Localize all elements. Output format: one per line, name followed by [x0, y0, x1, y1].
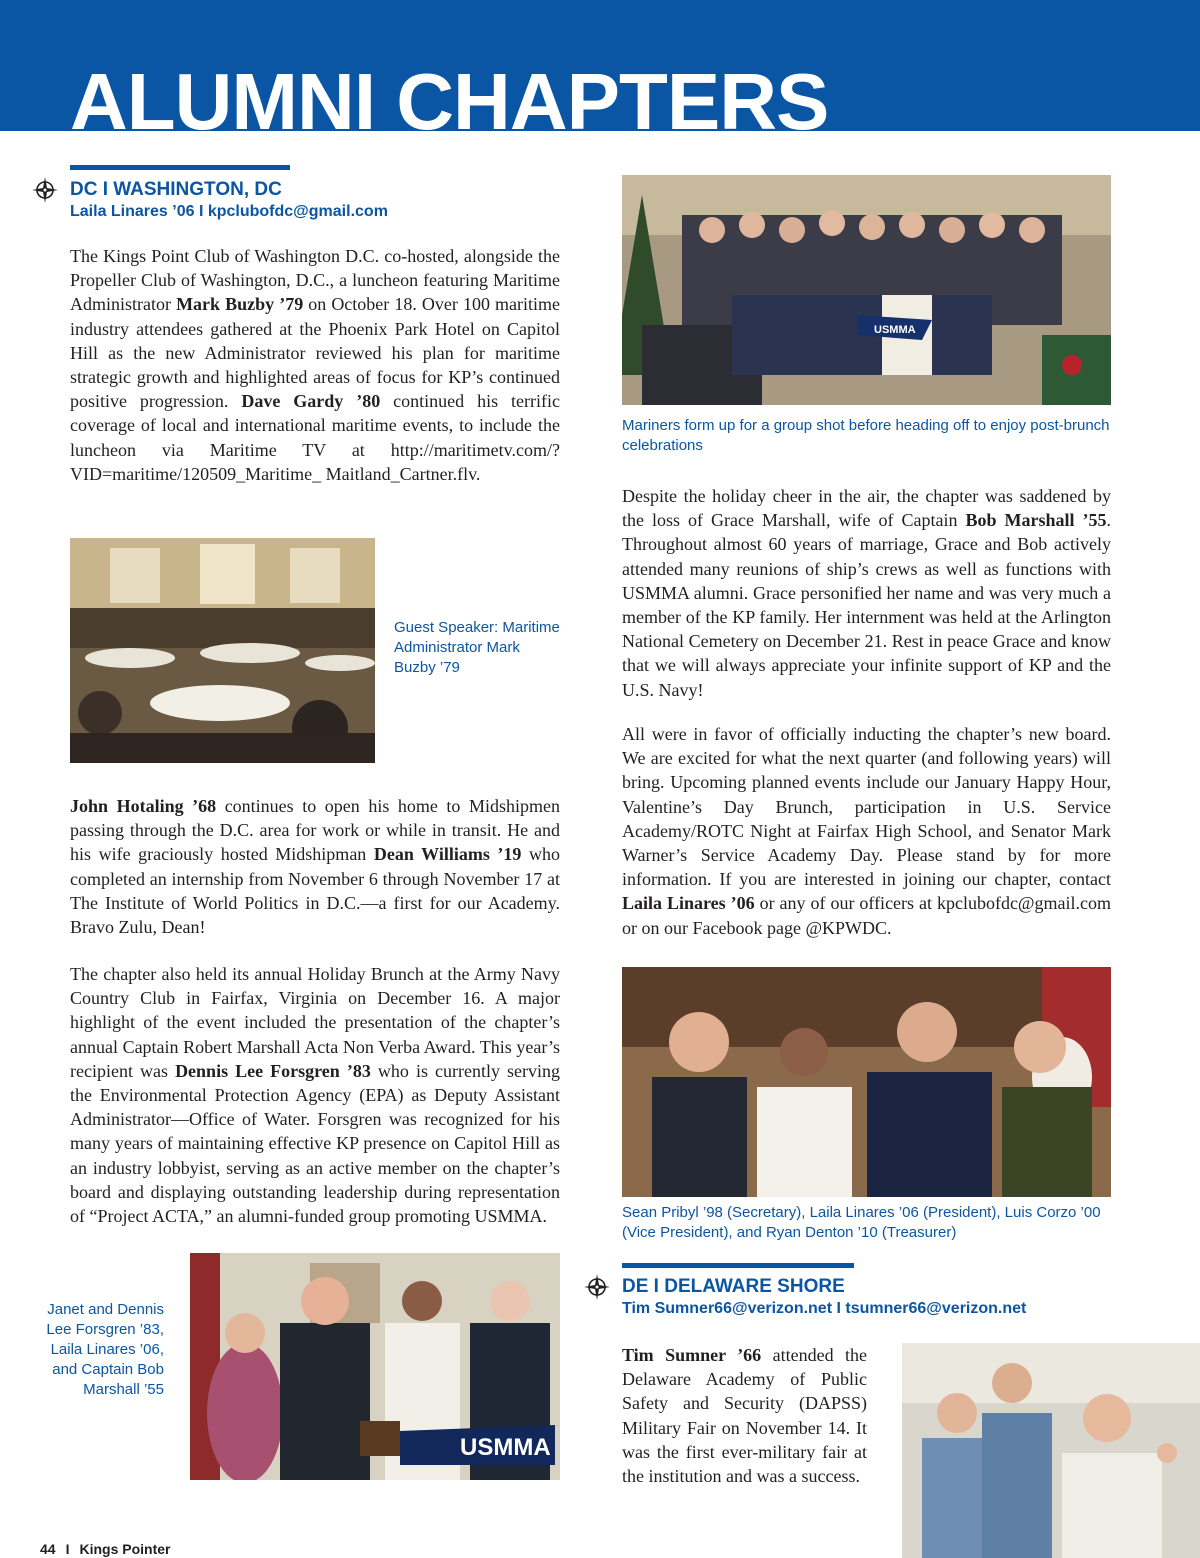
section-contact-dc: Laila Linares ’06 I kpclubofdc@gmail.com [70, 203, 388, 220]
bold-name: Dean Williams ’19 [373, 844, 522, 865]
bold-name: Bob Marshall ’55 [965, 510, 1107, 531]
text-run: . Throughout almost 60 years of marriage, Grace and Bob actively attended many reunions of ship’s crews as well as functions with USMMA alumni. Grace personified her name and was very much a member of the KP family. Her internment was held at the Arlington National Cemetery on December 21. Rest in peace Grace and know that we will always appreciate your infinite support of KP and the U.S. Navy! [622, 510, 1111, 700]
text-run: attended the Delaware Academy of Public Safety and Security (DAPSS) Military Fair on November 14. It was the first ever-military fair at the institution and was a success. [622, 1345, 867, 1487]
bold-name: Tim Sumner ’66 [622, 1345, 762, 1365]
bold-name: Laila Linares ’06 [622, 893, 755, 914]
photo-forsgren-award [190, 1253, 560, 1480]
text-run: or any of our officers at kpclubofdc@gmail.com or on our Facebook page @KPWDC. [622, 893, 1111, 938]
bold-name: Dave Gardy ’80 [241, 391, 381, 412]
bold-name: Mark Buzby ’79 [176, 294, 304, 315]
section-rule-dc [70, 165, 290, 170]
compass-rose-icon [584, 1274, 610, 1300]
section-title-de: DE I DELAWARE SHORE [622, 1276, 845, 1297]
dc-paragraph-new-board [622, 722, 1111, 940]
text-run: continues to open his home to Midshipmen passing through the D.C. area for work or while in transit. He and his wife graciously hosted Midshipman [70, 796, 560, 865]
page-number: 44 [40, 1541, 56, 1557]
caption-forsgren-award: Janet and Dennis Lee Forsgren ’83, Laila Linares ’06, and Captain Bob Marshall ’55 [46, 1301, 164, 1398]
dc-paragraph-luncheon [70, 244, 560, 486]
photo-luncheon [70, 538, 375, 763]
caption-luncheon: Guest Speaker: Maritime Administrator Mark Buzby ’79 [394, 619, 560, 676]
text-run: The chapter also held its annual Holiday Brunch at the Army Navy Country Club in Fairfax, Virginia on December 16. A major highlight of the event included the presentation of the chapter’s annual Captain Robert Marshall Acta Non Verba Award. This year’s recipient was [70, 964, 560, 1081]
magazine-name: Kings Pointer [79, 1541, 171, 1557]
dc-paragraph-holiday-brunch [70, 962, 560, 1228]
text-run: continued his terrific coverage of local and international maritime events, to include the luncheon via Maritime TV at http://maritimetv.com/?VID=maritime/120509_Maritime_ Maitland_Cartner.flv. [70, 391, 560, 484]
de-paragraph-military-fair [622, 1343, 867, 1488]
page-footer [40, 1541, 170, 1557]
text-run: The Kings Point Club of Washington D.C. co-hosted, alongside the Propeller Club of Washington, D.C., a luncheon featuring Maritime Administrator [70, 246, 560, 315]
bold-name: John Hotaling ’68 [70, 796, 217, 816]
text-run: on October 18. Over 100 maritime industry attendees gathered at the Phoenix Park Hotel on Capitol Hill as the new Administrator reviewed his plan for maritime strategic growth and highlighted areas of focus for KP’s continued positive progression. [70, 294, 560, 412]
footer-separator: I [65, 1541, 70, 1557]
section-rule-de [622, 1263, 854, 1268]
photo-group-shot [622, 175, 1111, 405]
photo2-pennant-text: USMMA [460, 1434, 551, 1461]
dc-paragraph-grace-marshall [622, 484, 1111, 702]
section-title-dc: DC I WASHINGTON, DC [70, 179, 282, 200]
text-run: who completed an internship from November 6 through November 17 at The Institute of World Politics in D.C.—a first for our Academy. Bravo Zulu, Dean! [70, 844, 560, 938]
section-contact-de: Tim Sumner66@verizon.net I tsumner66@verizon.net [622, 1300, 1027, 1317]
caption-board-officers: Sean Pribyl ’98 (Secretary), Laila Linares ’06 (President), Luis Corzo ’00 (Vice President), and Ryan Denton ’10 (Treasurer) [622, 1204, 1101, 1241]
text-run: Despite the holiday cheer in the air, the chapter was saddened by the loss of Grace Marshall, wife of Captain [622, 486, 1111, 531]
text-run: All were in favor of officially inducting the chapter’s new board. We are excited for what the next quarter (and following years) will bring. Upcoming planned events include our January Happy Hour, Valentine’s Day Brunch, participation in U.S. Service Academy/ROTC Night at Fairfax High School, and Senator Mark Warner’s Service Academy Day. Please stand by for more information. If you are interested in joining our chapter, contact [622, 724, 1111, 890]
photo-military-fair [902, 1343, 1200, 1558]
bold-name: Dennis Lee Forsgren ’83 [175, 1060, 371, 1081]
caption-group-shot: Mariners form up for a group shot before heading off to enjoy post-brunch celebrations [622, 417, 1110, 454]
header-banner [0, 0, 1200, 131]
text-run: who is currently serving the Environmental Protection Agency (EPA) as Deputy Assistant Administrator—Office of Water. Forsgren was recognized for his many years of maintaining effective KP presence on Capitol Hill as an industry lobbyist, serving as an active member on the chapter’s board and displaying outstanding leadership during representation of “Project ACTA,” an alumni-funded group promoting USMMA. [70, 1060, 561, 1227]
photo3-pennant-text: USMMA [874, 324, 916, 336]
compass-rose-icon [32, 177, 58, 203]
photo-board-officers [622, 967, 1111, 1197]
page-title: ALUMNI CHAPTERS [70, 57, 829, 131]
dc-paragraph-hotaling [70, 794, 560, 939]
